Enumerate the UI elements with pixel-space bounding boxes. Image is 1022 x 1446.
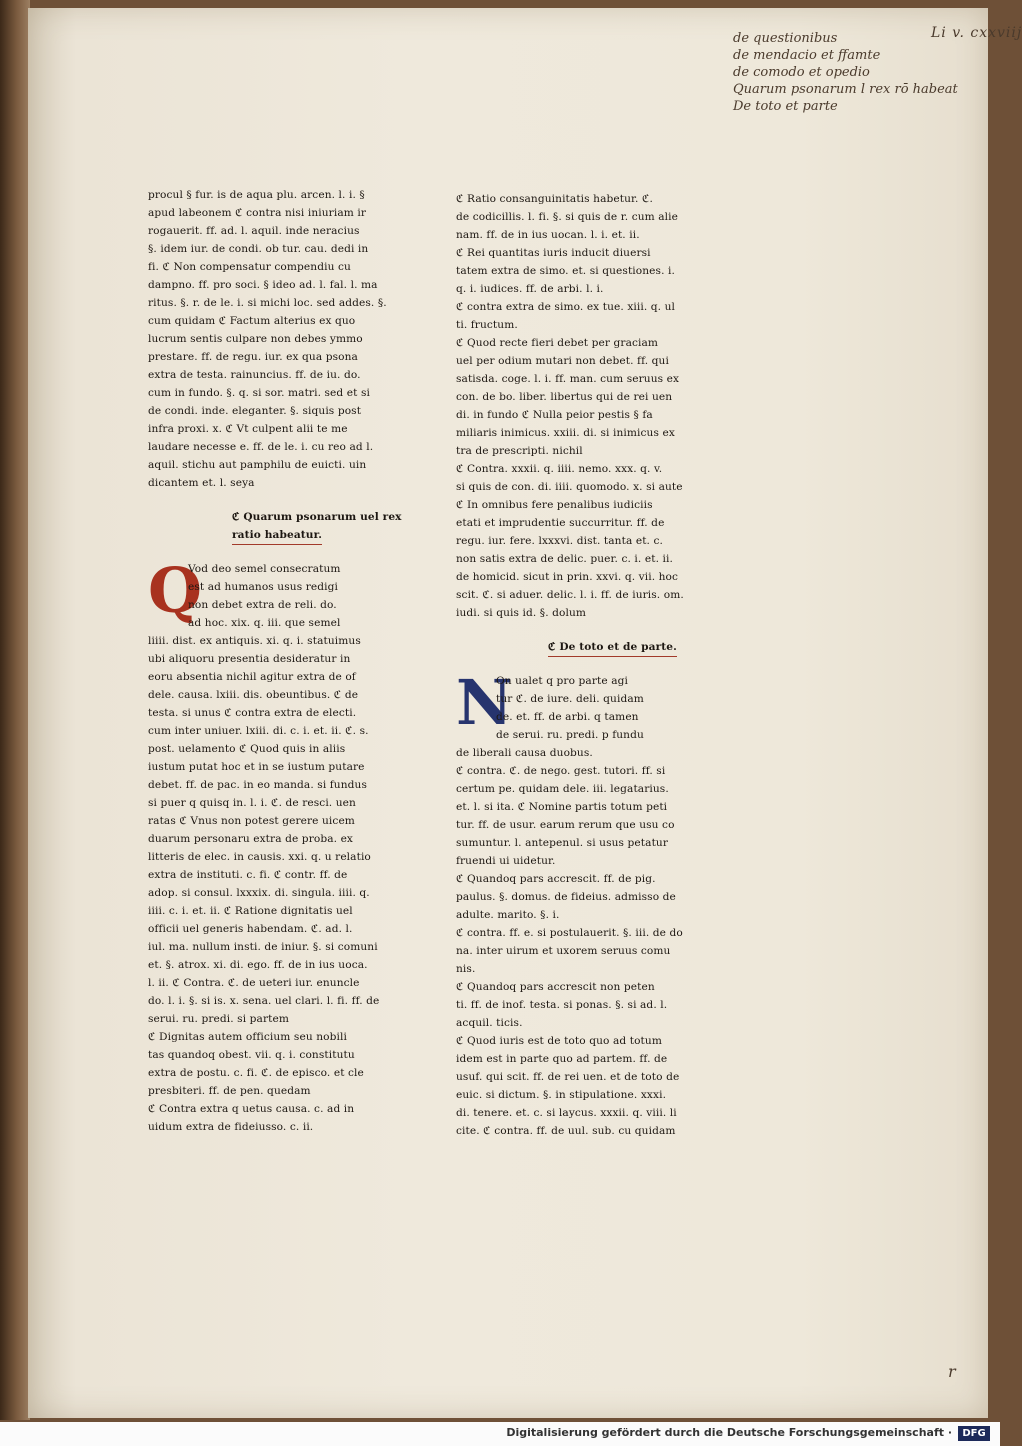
text-line: nam. ff. de in ius uocan. l. i. et. ii. — [456, 229, 640, 241]
text-line: uel per odium mutari non debet. ff. qui — [456, 355, 669, 367]
text-line: certum pe. quidam dele. iii. legatarius. — [456, 783, 669, 795]
text-line: de serui. ru. predi. p fundu — [496, 729, 644, 741]
text-line: iul. ma. nullum insti. de iniur. §. si comuni — [148, 941, 378, 953]
text-line: nis. — [456, 963, 476, 975]
text-line: tra de prescripti. nichil — [456, 445, 583, 457]
text-line: ℭ Rei quantitas iuris inducit diuersi — [456, 247, 651, 259]
text-line: de condi. inde. eleganter. §. siquis post — [148, 405, 362, 417]
manuscript-note: de questionibus — [733, 31, 838, 46]
text-line: prestare. ff. de regu. iur. ex qua psona — [148, 351, 358, 363]
text-line: serui. ru. predi. si partem — [148, 1013, 289, 1025]
text-line: et. l. si ita. ℭ Nomine partis totum peti — [456, 801, 668, 813]
text-line: sumuntur. l. antepenul. si usus petatur — [456, 837, 669, 849]
text-line: apud labeonem ℭ contra nisi iniuriam ir — [148, 207, 367, 219]
text-line: adop. si consul. lxxxix. di. singula. iiii. q. — [148, 887, 370, 899]
text-line: et. §. atrox. xi. di. ego. ff. de in ius uoca. — [148, 959, 368, 971]
text-line: procul § fur. is de aqua plu. arcen. l. i. § — [148, 189, 365, 201]
text-line: ratas ℭ Vnus non potest gerere uicem — [148, 815, 355, 827]
text-line: con. de bo. liber. libertus qui de rei uen — [456, 391, 673, 403]
text-line: extra de testa. rainuncius. ff. de iu. do. — [148, 369, 361, 381]
text-line: litteris de elec. in causis. xxi. q. u relatio — [148, 851, 371, 863]
text-line: dele. causa. lxiii. dis. obeuntibus. ℭ de — [148, 689, 359, 701]
text-line: ritus. §. r. de le. i. si michi loc. sed addes. §. — [148, 297, 387, 309]
text-line: di. in fundo ℭ Nulla peior pestis § fa — [456, 409, 653, 421]
text-line: uidum extra de fideiusso. c. ii. — [148, 1121, 314, 1133]
text-line: laudare necesse e. ff. de le. i. cu reo ad l. — [148, 441, 374, 453]
text-line: de homicid. sicut in prin. xxvi. q. vii. hoc — [456, 571, 679, 583]
text-line: usuf. qui scit. ff. de rei uen. et de toto de — [456, 1071, 680, 1083]
text-line: lucrum sentis culpare non debes ymmo — [148, 333, 363, 345]
text-line: post. uelamento ℭ Quod quis in aliis — [148, 743, 346, 755]
text-line: eoru absentia nichil agitur extra de of — [148, 671, 356, 683]
footer-bar — [0, 1422, 1000, 1446]
text-line: di. tenere. et. c. si laycus. xxxii. q. viii. li — [456, 1107, 677, 1119]
section-heading: ℭ De toto et de parte. — [548, 638, 677, 657]
text-line: ℭ Dignitas autem officium seu nobili — [148, 1031, 347, 1043]
signature-mark: r — [948, 1362, 956, 1381]
section-heading: ℭ Quarum psonarum uel rex — [232, 511, 402, 523]
text-line: de. et. ff. de arbi. q tamen — [496, 711, 639, 723]
text-line: non debet extra de reli. do. — [188, 599, 337, 611]
text-line: iiii. c. i. et. ii. ℭ Ratione dignitatis uel — [148, 905, 353, 917]
text-line: §. idem iur. de condi. ob tur. cau. dedi in — [148, 243, 369, 255]
text-line: ℭ Quandoq pars accrescit non peten — [456, 981, 655, 993]
text-line: On ualet q pro parte agi — [496, 675, 628, 687]
text-line: iudi. si quis id. §. dolum — [456, 607, 587, 619]
text-line: ℭ Contra extra q uetus causa. c. ad in — [148, 1103, 355, 1115]
text-line: de codicillis. l. fi. §. si quis de r. cum alie — [456, 211, 679, 223]
text-line: euic. si dictum. §. in stipulatione. xxxi. — [456, 1089, 667, 1101]
text-line: extra de postu. c. fi. ℭ. de episco. et cle — [148, 1067, 364, 1079]
text-line: duarum personaru extra de proba. ex — [148, 833, 354, 845]
text-line: tatem extra de simo. et. si questiones. i. — [456, 265, 675, 277]
book-binding — [0, 0, 30, 1420]
text-line: extra de instituti. c. fi. ℭ contr. ff. de — [148, 869, 348, 881]
text-line: iustum putat hoc et in se iustum putare — [148, 761, 365, 773]
manuscript-note: Quarum psonarum l rex rō habeat — [733, 82, 958, 97]
text-line: ℭ Contra. xxxii. q. iiii. nemo. xxx. q. v. — [456, 463, 663, 475]
text-line: fruendi ui uidetur. — [456, 855, 556, 867]
text-line: ℭ Quod iuris est de toto quo ad totum — [456, 1035, 662, 1047]
text-line: tur. ff. de usur. earum rerum que usu co — [456, 819, 675, 831]
text-line: si quis de con. di. iiii. quomodo. x. si aute — [456, 481, 683, 493]
text-line: liiii. dist. ex antiquis. xi. q. i. statuimus — [148, 635, 361, 647]
text-line: debet. ff. de pac. in eo manda. si fundus — [148, 779, 367, 791]
text-line: ℭ In omnibus fere penalibus iudiciis — [456, 499, 653, 511]
text-line: si puer q quisq in. l. i. ℭ. de resci. uen — [148, 797, 356, 809]
text-line: ti. ff. de inof. testa. si ponas. §. si ad. l. — [456, 999, 668, 1011]
text-line: testa. si unus ℭ contra extra de electi. — [148, 707, 357, 719]
text-line: do. l. i. §. si is. x. sena. uel clari. l. fi. ff. de — [148, 995, 380, 1007]
text-line: ubi aliquoru presentia desideratur in — [148, 653, 351, 665]
text-line: dampno. ff. pro soci. § ideo ad. l. fal. l. ma — [148, 279, 378, 291]
text-line: adulte. marito. §. i. — [456, 909, 560, 921]
text-line: na. inter uirum et uxorem seruus comu — [456, 945, 671, 957]
text-line: ℭ contra. ff. e. si postulauerit. §. iii. de do — [456, 927, 683, 939]
text-line: cite. ℭ contra. ff. de uul. sub. cu quidam — [456, 1125, 676, 1137]
text-line: ℭ Quandoq pars accrescit. ff. de pig. — [456, 873, 656, 885]
manuscript-note: de mendacio et ffamte — [733, 48, 881, 63]
text-line: infra proxi. x. ℭ Vt culpent alii te me — [148, 423, 348, 435]
text-line: acquil. ticis. — [456, 1017, 523, 1029]
text-line: ad hoc. xix. q. iii. que semel — [188, 617, 341, 629]
blue-initial-letter: N — [456, 666, 513, 739]
text-line: aquil. stichu aut pamphilu de euicti. uin — [148, 459, 367, 471]
section-heading-continued: ratio habeatur. — [232, 526, 322, 545]
text-line: dicantem et. l. seya — [148, 477, 255, 489]
text-line: de liberali causa duobus. — [456, 747, 593, 759]
text-line: q. i. iudices. ff. de arbi. l. i. — [456, 283, 604, 295]
text-line: idem est in parte quo ad partem. ff. de — [456, 1053, 668, 1065]
text-line: non satis extra de delic. puer. c. i. et. ii. — [456, 553, 673, 565]
manuscript-notes — [733, 30, 958, 115]
text-line: ℭ Ratio consanguinitatis habetur. ℭ. — [456, 193, 653, 205]
text-line: Vod deo semel consecratum — [188, 563, 341, 575]
text-line: scit. ℭ. si aduer. delic. l. i. ff. de iuris. om. — [456, 589, 684, 601]
text-line: satisda. coge. l. i. ff. man. cum seruus ex — [456, 373, 680, 385]
text-line: tur ℭ. de iure. deli. quidam — [496, 693, 644, 705]
manuscript-note: De toto et parte — [733, 99, 838, 114]
red-initial-letter: Q — [148, 554, 203, 627]
book-page — [28, 8, 1022, 1418]
folio-number: Li v. cxxviij — [931, 25, 1022, 41]
text-line: tas quandoq obest. vii. q. i. constitutu — [148, 1049, 355, 1061]
text-line: regu. iur. fere. lxxxvi. dist. tanta et. c. — [456, 535, 663, 547]
text-line: rogauerit. ff. ad. l. aquil. inde neracius — [148, 225, 360, 237]
right-text-column — [456, 190, 716, 1140]
text-line: cum in fundo. §. q. si sor. matri. sed et si — [148, 387, 370, 399]
text-line: cum inter uniuer. lxiii. di. c. i. et. ii. ℭ. s. — [148, 725, 369, 737]
dfg-logo-icon: DFG — [958, 1426, 990, 1441]
text-line: l. ii. ℭ Contra. ℭ. de ueteri iur. enuncle — [148, 977, 360, 989]
text-line: est ad humanos usus redigi — [188, 581, 338, 593]
text-line: fi. ℭ Non compensatur compendiu cu — [148, 261, 351, 273]
text-line: ℭ contra extra de simo. ex tue. xiii. q. ul — [456, 301, 676, 313]
text-line: officii uel generis habendam. ℭ. ad. l. — [148, 923, 353, 935]
text-line: etati et imprudentie succurritur. ff. de — [456, 517, 665, 529]
text-line: ℭ Quod recte fieri debet per graciam — [456, 337, 659, 349]
text-line: miliaris inimicus. xxiii. di. si inimicus ex — [456, 427, 675, 439]
left-text-column — [148, 186, 402, 1136]
text-line: paulus. §. domus. de fideius. admisso de — [456, 891, 676, 903]
footer-credit: Digitalisierung gefördert durch die Deutsche Forschungsgemeinschaft · — [506, 1426, 952, 1439]
text-line: ti. fructum. — [456, 319, 518, 331]
text-line: cum quidam ℭ Factum alterius ex quo — [148, 315, 356, 327]
text-line: ℭ contra. ℭ. de nego. gest. tutori. ff. si — [456, 765, 666, 777]
text-line: presbiteri. ff. de pen. quedam — [148, 1085, 311, 1097]
manuscript-note: de comodo et opedio — [733, 65, 870, 80]
